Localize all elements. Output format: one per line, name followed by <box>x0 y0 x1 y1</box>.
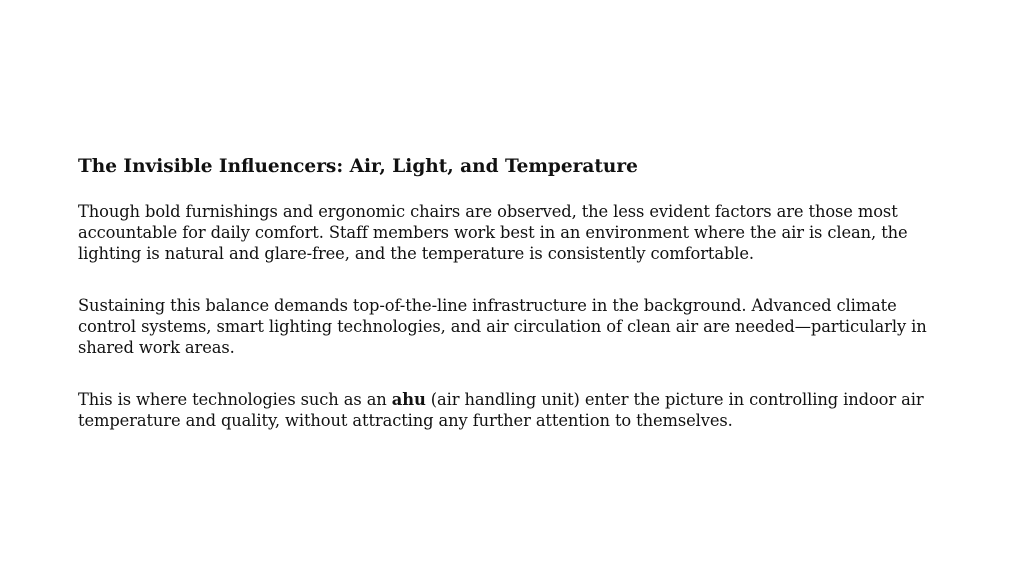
paragraph-ahu-after: (air handling unit) enter the picture in controlling indoor air temperature and quality, without attracting any further attention to themselves. <box>78 390 924 430</box>
paragraph-ahu <box>78 389 948 431</box>
slide-content <box>78 154 948 431</box>
paragraph-ahu-before: This is where technologies such as an <box>78 390 392 409</box>
paragraph-comfort-factors: Though bold furnishings and ergonomic chairs are observed, the less evident factors are those most accountable for daily comfort. Staff members work best in an environment where the air is clean, the lighting is natural and glare-free, and the temperature is consistently comfortable. <box>78 202 908 263</box>
page-title: The Invisible Influencers: Air, Light, and Temperature <box>78 156 638 177</box>
ahu-term: ahu <box>391 390 426 409</box>
paragraph-infrastructure: Sustaining this balance demands top-of-the-line infrastructure in the background. Advanced climate control systems, smart lighting technologies, and air circulation of clean air are needed—particularly in shared work areas. <box>78 296 927 357</box>
